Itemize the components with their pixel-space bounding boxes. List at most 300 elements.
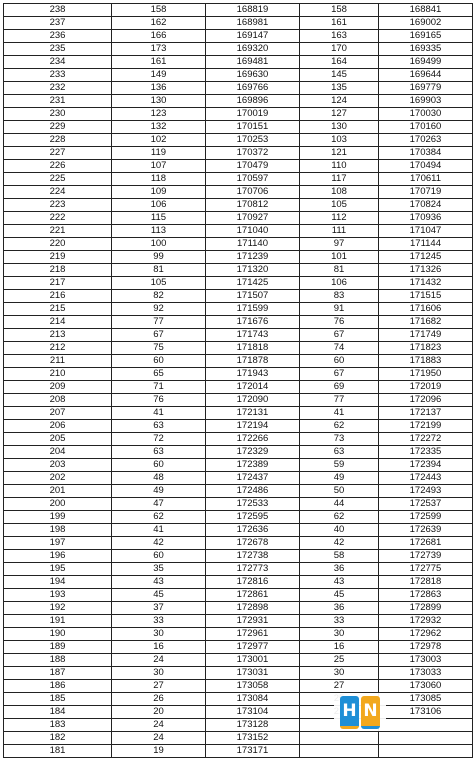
score-cell: 230: [4, 108, 112, 121]
score-cell: 192: [4, 602, 112, 615]
cumulative-b-cell: 169779: [379, 82, 473, 95]
cumulative-b-cell: 169644: [379, 69, 473, 82]
table-row: [4, 433, 473, 446]
count-a-cell: 130: [112, 95, 206, 108]
score-cell: 215: [4, 303, 112, 316]
cumulative-b-cell: 170263: [379, 134, 473, 147]
cumulative-b-cell: 172962: [379, 628, 473, 641]
count-b-cell: 163: [300, 30, 379, 43]
cumulative-a-cell: 169320: [206, 43, 300, 56]
table-row: [4, 485, 473, 498]
score-cell: 182: [4, 732, 112, 745]
score-cell: 204: [4, 446, 112, 459]
cumulative-a-cell: 172329: [206, 446, 300, 459]
count-a-cell: 16: [112, 641, 206, 654]
count-a-cell: 106: [112, 199, 206, 212]
cumulative-b-cell: 172443: [379, 472, 473, 485]
cumulative-a-cell: 172738: [206, 550, 300, 563]
cumulative-b-cell: 172775: [379, 563, 473, 576]
cumulative-a-cell: 169896: [206, 95, 300, 108]
cumulative-b-cell: 173085: [379, 693, 473, 706]
cumulative-b-cell: 172199: [379, 420, 473, 433]
score-cell: 211: [4, 355, 112, 368]
count-a-cell: 43: [112, 576, 206, 589]
count-b-cell: 135: [300, 82, 379, 95]
table-row: [4, 680, 473, 693]
cumulative-a-cell: 170706: [206, 186, 300, 199]
cumulative-b-cell: 172899: [379, 602, 473, 615]
count-a-cell: 113: [112, 225, 206, 238]
cumulative-a-cell: 171140: [206, 238, 300, 251]
cumulative-a-cell: 169630: [206, 69, 300, 82]
cumulative-a-cell: 172389: [206, 459, 300, 472]
score-cell: 233: [4, 69, 112, 82]
cumulative-b-cell: 170384: [379, 147, 473, 160]
count-b-cell: 117: [300, 173, 379, 186]
cumulative-b-cell: 172493: [379, 485, 473, 498]
cumulative-b-cell: 172096: [379, 394, 473, 407]
cumulative-a-cell: 170372: [206, 147, 300, 160]
table-row: [4, 303, 473, 316]
count-b-cell: 121: [300, 147, 379, 160]
score-cell: 205: [4, 433, 112, 446]
count-a-cell: 99: [112, 251, 206, 264]
cumulative-a-cell: 172486: [206, 485, 300, 498]
score-cell: 198: [4, 524, 112, 537]
table-row: [4, 472, 473, 485]
count-b-cell: 77: [300, 394, 379, 407]
count-b-cell: 42: [300, 537, 379, 550]
score-cell: 218: [4, 264, 112, 277]
score-cell: 231: [4, 95, 112, 108]
table-body: [4, 4, 473, 758]
count-b-cell: 59: [300, 459, 379, 472]
table-row: [4, 147, 473, 160]
count-b-cell: 124: [300, 95, 379, 108]
cumulative-b-cell: 172335: [379, 446, 473, 459]
count-b-cell: 170: [300, 43, 379, 56]
count-b-cell: 30: [300, 628, 379, 641]
cumulative-b-cell: 172137: [379, 407, 473, 420]
table-row: [4, 186, 473, 199]
table-row: [4, 667, 473, 680]
cumulative-a-cell: 170812: [206, 199, 300, 212]
cumulative-b-cell: [379, 732, 473, 745]
count-a-cell: 48: [112, 472, 206, 485]
count-a-cell: 77: [112, 316, 206, 329]
cumulative-a-cell: 172194: [206, 420, 300, 433]
score-cell: 222: [4, 212, 112, 225]
cumulative-a-cell: 173128: [206, 719, 300, 732]
count-b-cell: 63: [300, 446, 379, 459]
count-a-cell: 149: [112, 69, 206, 82]
cumulative-b-cell: 172978: [379, 641, 473, 654]
count-a-cell: 30: [112, 628, 206, 641]
table-row: [4, 173, 473, 186]
cumulative-a-cell: 172595: [206, 511, 300, 524]
score-cell: 216: [4, 290, 112, 303]
cumulative-a-cell: 170479: [206, 160, 300, 173]
count-a-cell: 47: [112, 498, 206, 511]
count-b-cell: [300, 732, 379, 745]
count-b-cell: 74: [300, 342, 379, 355]
table-row: [4, 576, 473, 589]
count-b-cell: 41: [300, 407, 379, 420]
table-row: [4, 264, 473, 277]
cumulative-b-cell: 172639: [379, 524, 473, 537]
cumulative-a-cell: 171676: [206, 316, 300, 329]
score-cell: 229: [4, 121, 112, 134]
count-a-cell: 132: [112, 121, 206, 134]
score-cell: 181: [4, 745, 112, 758]
cumulative-b-cell: 173003: [379, 654, 473, 667]
table-row: [4, 446, 473, 459]
cumulative-a-cell: 172533: [206, 498, 300, 511]
table-row: [4, 4, 473, 17]
cumulative-b-cell: 171883: [379, 355, 473, 368]
watermark-letter-n: N: [361, 696, 380, 729]
table-row: [4, 615, 473, 628]
count-a-cell: 33: [112, 615, 206, 628]
cumulative-b-cell: 171749: [379, 329, 473, 342]
cumulative-a-cell: 170019: [206, 108, 300, 121]
cumulative-b-cell: 172818: [379, 576, 473, 589]
cumulative-b-cell: 172863: [379, 589, 473, 602]
score-cell: 227: [4, 147, 112, 160]
table-row: [4, 134, 473, 147]
score-cell: 234: [4, 56, 112, 69]
count-a-cell: 118: [112, 173, 206, 186]
cumulative-a-cell: 172816: [206, 576, 300, 589]
count-a-cell: 119: [112, 147, 206, 160]
cumulative-a-cell: 171599: [206, 303, 300, 316]
cumulative-a-cell: 172636: [206, 524, 300, 537]
watermark-logo: [334, 693, 386, 731]
cumulative-b-cell: 171823: [379, 342, 473, 355]
cumulative-a-cell: 172014: [206, 381, 300, 394]
count-b-cell: 103: [300, 134, 379, 147]
score-cell: 202: [4, 472, 112, 485]
score-cell: 188: [4, 654, 112, 667]
count-a-cell: 49: [112, 485, 206, 498]
cumulative-a-cell: 172931: [206, 615, 300, 628]
score-cell: 228: [4, 134, 112, 147]
count-b-cell: 69: [300, 381, 379, 394]
cumulative-b-cell: 171432: [379, 277, 473, 290]
count-b-cell: 105: [300, 199, 379, 212]
table-row: [4, 238, 473, 251]
table-row: [4, 511, 473, 524]
table-row: [4, 602, 473, 615]
cumulative-b-cell: 170494: [379, 160, 473, 173]
score-cell: 226: [4, 160, 112, 173]
table-row: [4, 693, 473, 706]
score-cell: 210: [4, 368, 112, 381]
count-b-cell: 44: [300, 498, 379, 511]
table-row: [4, 160, 473, 173]
cumulative-b-cell: 168841: [379, 4, 473, 17]
cumulative-b-cell: 170160: [379, 121, 473, 134]
score-cell: 197: [4, 537, 112, 550]
table-row: [4, 121, 473, 134]
score-cell: 236: [4, 30, 112, 43]
count-a-cell: 24: [112, 732, 206, 745]
count-a-cell: 60: [112, 355, 206, 368]
count-a-cell: 27: [112, 680, 206, 693]
score-cell: 224: [4, 186, 112, 199]
table-row: [4, 95, 473, 108]
cumulative-a-cell: 171040: [206, 225, 300, 238]
score-cell: 217: [4, 277, 112, 290]
count-a-cell: 35: [112, 563, 206, 576]
cumulative-a-cell: 170253: [206, 134, 300, 147]
count-b-cell: 49: [300, 472, 379, 485]
count-b-cell: 27: [300, 680, 379, 693]
count-b-cell: 101: [300, 251, 379, 264]
table-row: [4, 69, 473, 82]
table-row: [4, 290, 473, 303]
table-row: [4, 719, 473, 732]
count-a-cell: 158: [112, 4, 206, 17]
cumulative-a-cell: 172131: [206, 407, 300, 420]
table-row: [4, 732, 473, 745]
table-row: [4, 550, 473, 563]
count-a-cell: 166: [112, 30, 206, 43]
table-row: [4, 381, 473, 394]
count-a-cell: 162: [112, 17, 206, 30]
count-a-cell: 30: [112, 667, 206, 680]
count-a-cell: 109: [112, 186, 206, 199]
score-cell: 200: [4, 498, 112, 511]
table-row: [4, 589, 473, 602]
count-a-cell: 115: [112, 212, 206, 225]
count-b-cell: 83: [300, 290, 379, 303]
count-b-cell: 36: [300, 602, 379, 615]
cumulative-b-cell: 172272: [379, 433, 473, 446]
count-a-cell: 100: [112, 238, 206, 251]
cumulative-b-cell: 171515: [379, 290, 473, 303]
cumulative-a-cell: 173001: [206, 654, 300, 667]
count-b-cell: 111: [300, 225, 379, 238]
cumulative-a-cell: 172898: [206, 602, 300, 615]
cumulative-b-cell: 172394: [379, 459, 473, 472]
count-b-cell: 164: [300, 56, 379, 69]
score-cell: 232: [4, 82, 112, 95]
cumulative-b-cell: 170611: [379, 173, 473, 186]
count-b-cell: 112: [300, 212, 379, 225]
cumulative-a-cell: 173084: [206, 693, 300, 706]
table-row: [4, 82, 473, 95]
count-a-cell: 37: [112, 602, 206, 615]
score-cell: 190: [4, 628, 112, 641]
cumulative-a-cell: 171425: [206, 277, 300, 290]
score-cell: 196: [4, 550, 112, 563]
table-row: [4, 17, 473, 30]
cumulative-b-cell: 172739: [379, 550, 473, 563]
count-b-cell: 73: [300, 433, 379, 446]
table-row: [4, 498, 473, 511]
cumulative-a-cell: 172266: [206, 433, 300, 446]
cumulative-b-cell: 171144: [379, 238, 473, 251]
count-a-cell: 20: [112, 706, 206, 719]
count-b-cell: 67: [300, 368, 379, 381]
score-cell: 187: [4, 667, 112, 680]
count-a-cell: 173: [112, 43, 206, 56]
table-row: [4, 706, 473, 719]
score-cell: 185: [4, 693, 112, 706]
table-row: [4, 30, 473, 43]
count-b-cell: 127: [300, 108, 379, 121]
cumulative-a-cell: 172437: [206, 472, 300, 485]
count-a-cell: 81: [112, 264, 206, 277]
count-b-cell: 110: [300, 160, 379, 173]
count-a-cell: 92: [112, 303, 206, 316]
count-a-cell: 42: [112, 537, 206, 550]
cumulative-b-cell: 169499: [379, 56, 473, 69]
score-cell: 183: [4, 719, 112, 732]
table-row: [4, 628, 473, 641]
cumulative-b-cell: 171047: [379, 225, 473, 238]
score-cell: 225: [4, 173, 112, 186]
table-row: [4, 745, 473, 758]
count-b-cell: 145: [300, 69, 379, 82]
cumulative-b-cell: 171606: [379, 303, 473, 316]
cumulative-b-cell: 172681: [379, 537, 473, 550]
score-cell: 207: [4, 407, 112, 420]
cumulative-a-cell: 171943: [206, 368, 300, 381]
count-a-cell: 62: [112, 511, 206, 524]
cumulative-b-cell: 171245: [379, 251, 473, 264]
count-b-cell: 36: [300, 563, 379, 576]
count-b-cell: 16: [300, 641, 379, 654]
count-a-cell: 123: [112, 108, 206, 121]
score-cell: 199: [4, 511, 112, 524]
table-row: [4, 108, 473, 121]
cumulative-b-cell: 170030: [379, 108, 473, 121]
count-b-cell: 97: [300, 238, 379, 251]
table-row: [4, 641, 473, 654]
table-row: [4, 355, 473, 368]
score-cell: 194: [4, 576, 112, 589]
cumulative-b-cell: 169903: [379, 95, 473, 108]
cumulative-a-cell: 170597: [206, 173, 300, 186]
score-cell: 186: [4, 680, 112, 693]
table-row: [4, 342, 473, 355]
cumulative-a-cell: 170151: [206, 121, 300, 134]
count-b-cell: 33: [300, 615, 379, 628]
cumulative-b-cell: 169165: [379, 30, 473, 43]
table-row: [4, 199, 473, 212]
cumulative-b-cell: 173033: [379, 667, 473, 680]
cumulative-b-cell: 169335: [379, 43, 473, 56]
count-a-cell: 72: [112, 433, 206, 446]
cumulative-a-cell: 173104: [206, 706, 300, 719]
table-row: [4, 563, 473, 576]
cumulative-a-cell: 169766: [206, 82, 300, 95]
score-cell: 191: [4, 615, 112, 628]
score-cell: 212: [4, 342, 112, 355]
cumulative-b-cell: 172537: [379, 498, 473, 511]
count-b-cell: 45: [300, 589, 379, 602]
cumulative-b-cell: [379, 719, 473, 732]
count-b-cell: 62: [300, 420, 379, 433]
cumulative-a-cell: 169147: [206, 30, 300, 43]
count-a-cell: 76: [112, 394, 206, 407]
count-a-cell: 19: [112, 745, 206, 758]
table-row: [4, 225, 473, 238]
table-row: [4, 212, 473, 225]
table-row: [4, 277, 473, 290]
cumulative-a-cell: 171878: [206, 355, 300, 368]
table-row: [4, 407, 473, 420]
score-cell: 208: [4, 394, 112, 407]
cumulative-b-cell: 169002: [379, 17, 473, 30]
cumulative-a-cell: 173058: [206, 680, 300, 693]
table-row: [4, 43, 473, 56]
count-a-cell: 24: [112, 719, 206, 732]
score-cell: 193: [4, 589, 112, 602]
count-b-cell: 50: [300, 485, 379, 498]
table-row: [4, 654, 473, 667]
cumulative-a-cell: 172961: [206, 628, 300, 641]
count-b-cell: 43: [300, 576, 379, 589]
count-b-cell: 158: [300, 4, 379, 17]
cumulative-a-cell: 171507: [206, 290, 300, 303]
count-a-cell: 41: [112, 407, 206, 420]
count-a-cell: 82: [112, 290, 206, 303]
count-b-cell: 106: [300, 277, 379, 290]
score-cell: 206: [4, 420, 112, 433]
cumulative-b-cell: 170936: [379, 212, 473, 225]
score-cell: 201: [4, 485, 112, 498]
cumulative-a-cell: 172090: [206, 394, 300, 407]
score-cell: 223: [4, 199, 112, 212]
count-a-cell: 71: [112, 381, 206, 394]
cumulative-a-cell: 172678: [206, 537, 300, 550]
score-cell: 221: [4, 225, 112, 238]
cumulative-b-cell: 170824: [379, 199, 473, 212]
cumulative-a-cell: 172861: [206, 589, 300, 602]
cumulative-a-cell: 170927: [206, 212, 300, 225]
count-a-cell: 107: [112, 160, 206, 173]
count-b-cell: 161: [300, 17, 379, 30]
cumulative-b-cell: 170719: [379, 186, 473, 199]
count-a-cell: 161: [112, 56, 206, 69]
table-row: [4, 329, 473, 342]
count-a-cell: 75: [112, 342, 206, 355]
cumulative-b-cell: 172019: [379, 381, 473, 394]
table-row: [4, 524, 473, 537]
score-cell: 184: [4, 706, 112, 719]
score-cell: 220: [4, 238, 112, 251]
score-cell: 209: [4, 381, 112, 394]
score-cell: 219: [4, 251, 112, 264]
count-b-cell: 67: [300, 329, 379, 342]
cumulative-b-cell: 173060: [379, 680, 473, 693]
score-distribution-table: [3, 3, 473, 758]
count-a-cell: 63: [112, 420, 206, 433]
cumulative-a-cell: 173152: [206, 732, 300, 745]
score-cell: 237: [4, 17, 112, 30]
count-a-cell: 105: [112, 277, 206, 290]
cumulative-b-cell: 171950: [379, 368, 473, 381]
count-a-cell: 65: [112, 368, 206, 381]
count-b-cell: 91: [300, 303, 379, 316]
cumulative-b-cell: 171682: [379, 316, 473, 329]
score-cell: 189: [4, 641, 112, 654]
count-a-cell: 60: [112, 550, 206, 563]
count-a-cell: 41: [112, 524, 206, 537]
